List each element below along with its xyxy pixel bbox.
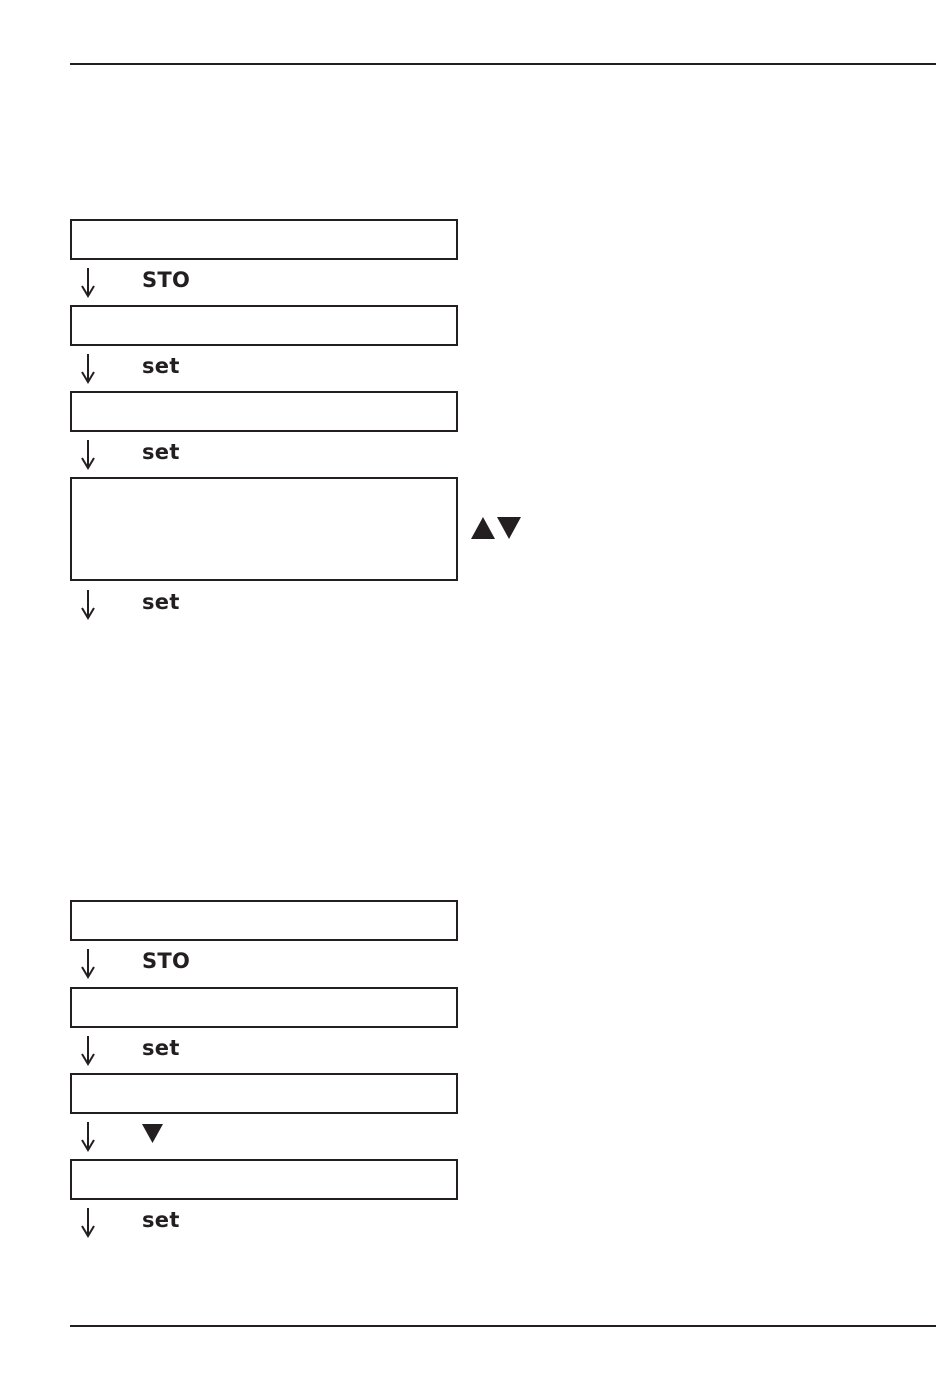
key-label: set — [142, 1208, 180, 1232]
arrow-down-icon — [79, 949, 97, 979]
key-label: set — [142, 440, 180, 464]
footer-rule — [70, 1325, 936, 1327]
triangle-down-icon — [497, 517, 521, 539]
key-label: set — [142, 354, 180, 378]
key-label: set — [142, 1036, 180, 1060]
display-box-7 — [70, 1073, 458, 1114]
arrow-down-icon — [79, 268, 97, 298]
display-box-6 — [70, 987, 458, 1028]
key-label: set — [142, 590, 180, 614]
triangle-down-icon — [142, 1124, 163, 1143]
arrow-down-icon — [79, 1036, 97, 1066]
arrow-down-icon — [79, 590, 97, 620]
arrow-down-icon — [79, 1122, 97, 1152]
triangle-up-icon — [471, 517, 495, 539]
display-box-2 — [70, 305, 458, 346]
display-box-3 — [70, 391, 458, 432]
header-rule — [70, 63, 936, 65]
display-box-5 — [70, 900, 458, 941]
key-label: STO — [142, 268, 191, 292]
display-box-4 — [70, 477, 458, 581]
arrow-down-icon — [79, 354, 97, 384]
display-box-1 — [70, 219, 458, 260]
display-box-8 — [70, 1159, 458, 1200]
arrow-down-icon — [79, 1208, 97, 1238]
key-label: STO — [142, 949, 191, 973]
arrow-down-icon — [79, 440, 97, 470]
